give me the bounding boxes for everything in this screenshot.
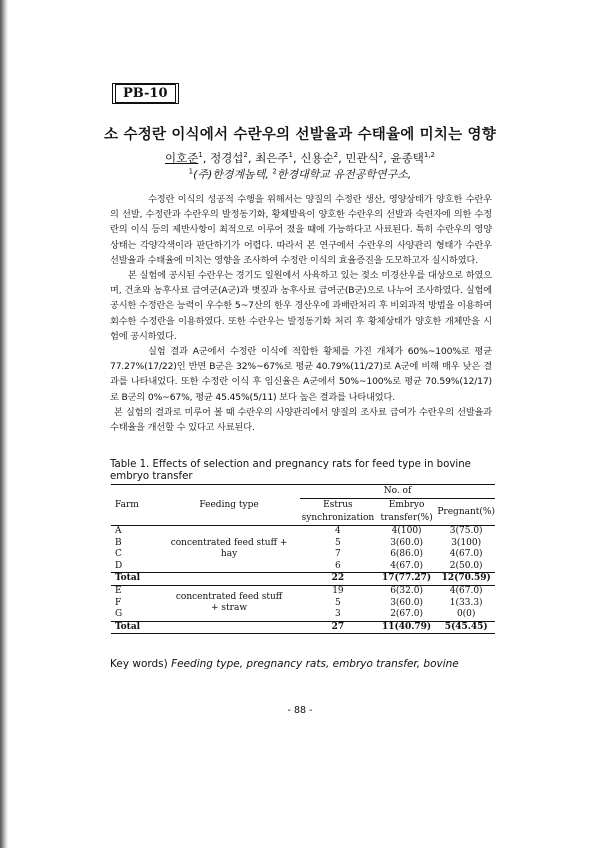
header-pregnant: Pregnant(%) (437, 506, 495, 517)
total-row: Total 22 17(77.27) 12(70.59) (111, 573, 495, 586)
header-embryo: Embryo (388, 500, 425, 510)
presentation-code-box (112, 83, 179, 104)
feed-type-b: concentrated feed stuff + straw (158, 585, 300, 621)
author: 민관식$^2$, (345, 151, 391, 165)
paragraph: 본 실험의 결과로 미루어 볼 때 수란우의 사양관리에서 양질의 조사료 급여가 수란우의 선발율과 수태율을 개선할 수 있다고 사료된다. (110, 406, 492, 434)
author: 최은주$^1$, (255, 151, 301, 165)
table-row: F 5 3(60.0) 1(33.3) (115, 597, 483, 608)
table-row: E concentrated feed stuff + straw 19 6(32.0) 4(67.0) (111, 585, 495, 597)
table-row: G 3 2(67.0) 0(0) (115, 609, 476, 620)
table-caption: Table 1. Effects of selection and pregnancy rats for feed type in bovine embryo transfer (110, 459, 471, 482)
affiliation: $^1$(주)한경계놈텍, $^2$한경대학교 유전공학연구소, (188, 167, 412, 181)
keywords-text: Feeding type, pregnancy rats, embryo transfer, bovine (171, 658, 459, 670)
table-row: B 5 3(60.0) 3(100) (115, 537, 482, 548)
paragraph: 실험 결과 A군에서 수정란 이식에 적합한 황체를 가진 개체가 60%~100%로 평균 77.27%(17/22)인 반면 B군은 32%~67%로 평균 40.79%(11/27)로 A군에 비해 매우 낮은 결과를 나타내었다. 또한 수정란 이식 후 임신율은 A군에서 50%~100%로 평균 70.59%(12/17)로 B군의 0%~67%, 평균 45.45%(5/11) 보다 높은 결과를 나타내었다. (110, 346, 492, 403)
paragraph: 본 실험에 공시된 수란우는 경기도 일원에서 사육하고 있는 젖소 미경산우를 대상으로 하였으며, 건초와 농후사료 급여군(A군)과 볏짚과 농후사료 급여군(B군)으로 나누어 조사하였다. 실험에 공시한 수정란은 능력이 우수한 5~7산의 한우 경산우에 과배란처리 후 비외과적 방법을 이용하여 회수한 수정란을 이용하였다. 또한 수란우는 발정동기화 처리 후 황체상태가 양호한 개체만을 시험에 공시하였다. (110, 270, 492, 342)
header-embryo-sub: transfer(%) (380, 513, 433, 523)
header-feeding-type: Feeding type (158, 485, 300, 526)
header-estrus: Estrus (323, 500, 353, 510)
paragraph: 수정란 이식의 성공적 수행을 위해서는 양질의 수정란 생산, 영양상태가 양호한 수란우의 선발, 수정란과 수란우의 발정동기화, 황체발육이 양호한 수란우의 선발과 숙련자에 의한 수정란의 이식 등의 제반사항이 최적으로 이루어 졌을 때에 가능하다고 사료된다. 특히 수란우의 영양상태는 각양각색이라 판단하기가 어렵다. 따라서 본 연구에서 수란우의 사양관리 형태가 수란우 선발율과 수태율에 미치는 영향을 조사하여 수정란 이식의 효율증진을 도모하고자 실시하였다. (110, 194, 492, 266)
header-no-of: No. of (300, 485, 495, 499)
author: 윤종택$^{1,2}$ (390, 151, 435, 165)
keywords (110, 658, 510, 670)
page-number: - 88 - (287, 705, 313, 716)
author: 이호준$^1$, (164, 151, 211, 165)
table-row: D 6 4(67.0) 2(50.0) (115, 560, 483, 571)
author-list (0, 150, 600, 166)
author: 신용순$^2$, (300, 151, 346, 165)
keywords-label: Key words) (110, 658, 168, 670)
presentation-code: PB-10 (115, 84, 176, 103)
author: 정경섭$^2$, (210, 151, 256, 165)
abstract-body (110, 192, 492, 435)
total-row: Total 27 11(40.79) 5(45.45) (111, 621, 495, 634)
table-row: A concentrated feed stuff + hay 4 4(100) 3(75.0) (111, 526, 495, 538)
paper-title: 소 수정란 이식에서 수란우의 선발율과 수태율에 미치는 영향 (104, 127, 496, 143)
header-estrus-sub: synchronization (301, 513, 375, 523)
results-table (111, 484, 495, 634)
feed-type-a: concentrated feed stuff + hay (158, 526, 300, 573)
header-farm: Farm (111, 485, 158, 526)
table-row: C 7 6(86.0) 4(67.0) (115, 549, 483, 560)
